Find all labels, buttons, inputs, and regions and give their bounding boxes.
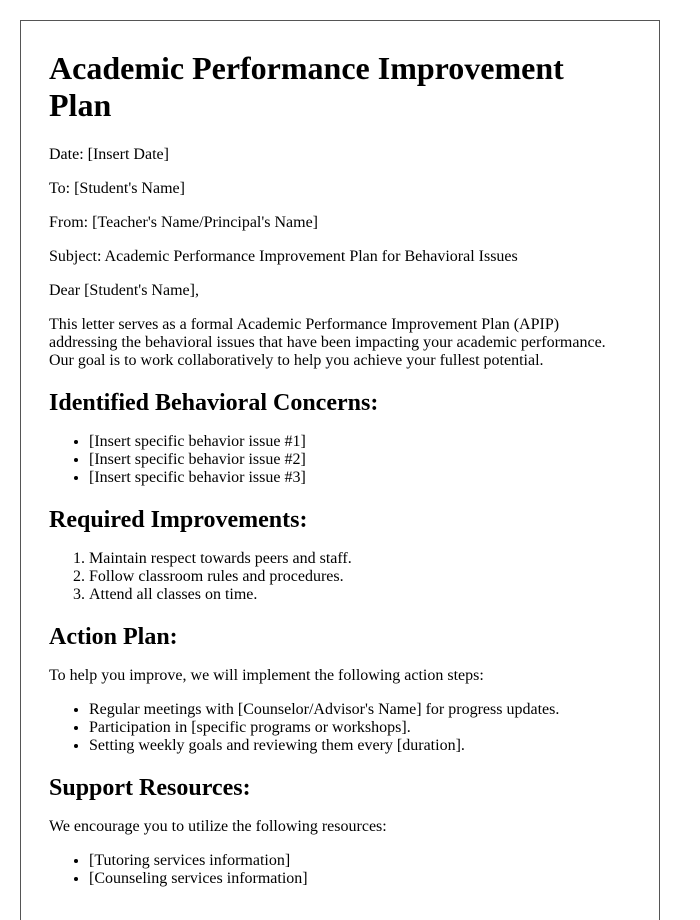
concerns-list — [49, 433, 631, 487]
list-item: • Regular meetings with [Counselor/Advisor's Name] for progress updates. — [89, 701, 631, 719]
list-item: 2. Follow classroom rules and procedures. — [89, 568, 631, 586]
improvements-list — [49, 550, 631, 604]
improvements-heading: Required Improvements: — [49, 506, 308, 533]
letter-page — [20, 20, 660, 920]
list-item: 1. Maintain respect towards peers and staff. — [89, 550, 631, 568]
list-item: • [Insert specific behavior issue #3] — [89, 469, 631, 487]
list-item: 3. Attend all classes on time. — [89, 586, 631, 604]
intro-paragraph: This letter serves as a formal Academic Performance Improvement Plan (APIP) addressing the behavioral issues that have been impacting your academic performance. Our goal is to work collaboratively to help you achieve your fullest potential. — [49, 315, 606, 369]
subject-line: Subject: Academic Performance Improvement Plan for Behavioral Issues — [49, 247, 518, 265]
list-item: • [Counseling services information] — [89, 870, 631, 888]
date-line: Date: [Insert Date] — [49, 145, 169, 163]
list-item: • Setting weekly goals and reviewing them every [duration]. — [89, 737, 631, 755]
action-plan-heading: Action Plan: — [49, 623, 178, 650]
list-item: • [Insert specific behavior issue #2] — [89, 451, 631, 469]
list-item: • [Insert specific behavior issue #1] — [89, 433, 631, 451]
from-line: From: [Teacher's Name/Principal's Name] — [49, 213, 318, 231]
salutation: Dear [Student's Name], — [49, 281, 199, 299]
list-item: • [Tutoring services information] — [89, 852, 631, 870]
support-heading: Support Resources: — [49, 774, 251, 801]
document-title: Academic Performance Improvement Plan — [49, 50, 564, 123]
to-line: To: [Student's Name] — [49, 179, 185, 197]
list-item: • Participation in [specific programs or workshops]. — [89, 719, 631, 737]
action-plan-intro: To help you improve, we will implement the following action steps: — [49, 666, 484, 684]
support-intro: We encourage you to utilize the following resources: — [49, 817, 387, 835]
support-list — [49, 852, 631, 888]
action-plan-list — [49, 701, 631, 755]
concerns-heading: Identified Behavioral Concerns: — [49, 389, 379, 416]
